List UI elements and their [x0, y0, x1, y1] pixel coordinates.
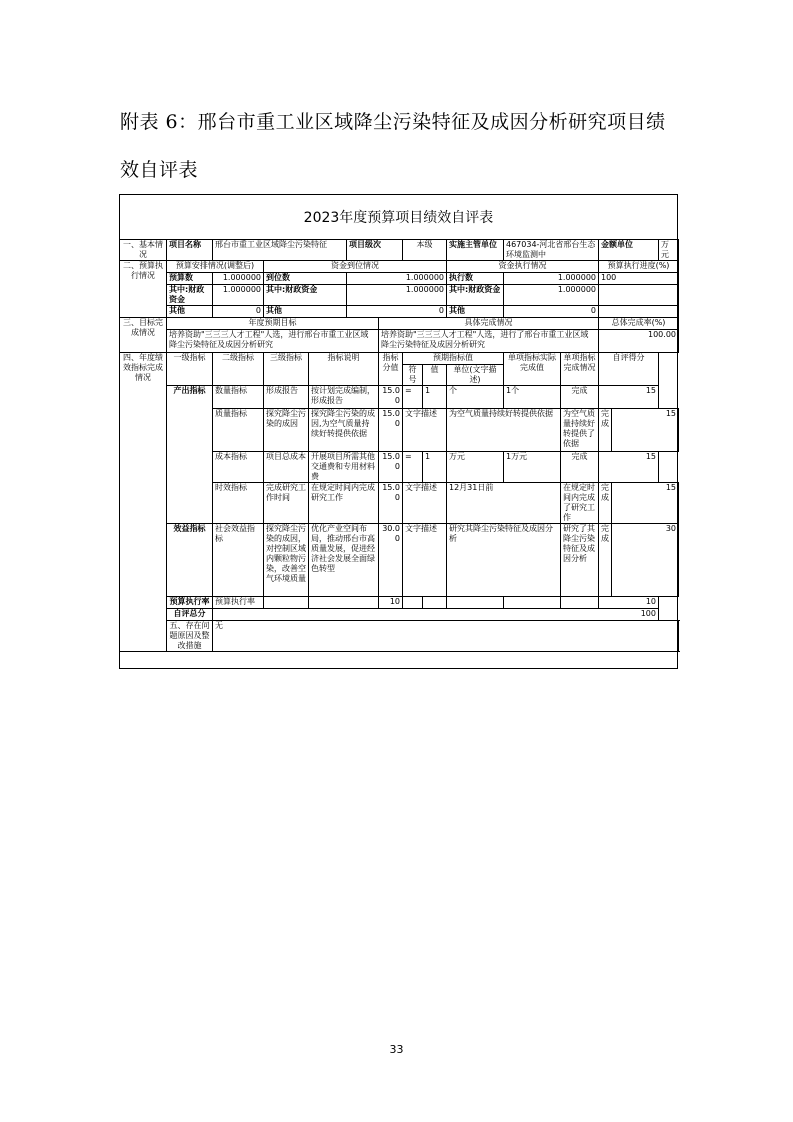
indicator-actual: 1万元: [504, 452, 561, 483]
amount-unit-label: 金额单位: [599, 240, 659, 261]
level3-indicator: 项目总成本: [264, 452, 309, 483]
level2-indicator: 数量指标: [213, 386, 264, 409]
arrival-label: 其他: [264, 306, 347, 318]
indicator-unit: 12月31日前: [447, 483, 561, 524]
empty-cell: [309, 597, 379, 609]
level2-indicator: 成本指标: [213, 452, 264, 483]
actual-completion-header: 具体完成情况: [379, 318, 599, 330]
total-score-value: 100: [213, 609, 659, 621]
indicator-score: 15: [599, 452, 659, 483]
budget-value: 1.000000: [213, 285, 264, 306]
indicator-actual: 1个: [504, 386, 561, 409]
actual-completion-text: 培养资助"三三三人才工程"人选，进行了邢台市重工业区域降尘污染特征及成因分析研究: [379, 330, 599, 353]
empty-cell: [561, 597, 599, 609]
arrival-label: 到位数: [264, 273, 347, 285]
indicator-score: 15: [612, 409, 679, 452]
budget-arrangement-header: 预算安排情况(调整后): [167, 261, 264, 273]
indicator-actual: 为空气质量持续好转提供了依据: [561, 409, 599, 452]
execution-label: 执行数: [447, 273, 504, 285]
budget-rate-weight: 10: [379, 597, 403, 609]
issues-row: [120, 621, 679, 652]
self-evaluation-table-frame: [119, 194, 678, 669]
page-number: 33: [389, 1043, 404, 1056]
level1-benefit-indicator: 效益指标: [167, 524, 213, 597]
indicator-status: 完成: [599, 524, 612, 597]
self-score-header: 自评得分: [599, 353, 659, 386]
symbol-header: 符号: [403, 365, 423, 386]
level1-header: 一级指标: [167, 353, 213, 386]
indicator-unit: 研究其降尘污染特征及成因分析: [447, 524, 561, 597]
goal-header-row: [120, 318, 679, 330]
execution-label: 其他: [447, 306, 504, 318]
arrival-value: 1.000000: [347, 273, 447, 285]
project-level-value: 本级: [403, 240, 447, 261]
execution-value: 1.000000: [504, 285, 599, 306]
budget-rate-level2: 预算执行率: [213, 597, 264, 609]
arrival-value: 0: [347, 306, 447, 318]
budget-row: [120, 285, 679, 306]
indicator-section-label: 四、年度绩效指标完成情况: [120, 353, 167, 652]
annual-goal-header: 年度预期目标: [167, 318, 379, 330]
performance-table: [119, 239, 679, 652]
indicator-status: 完成: [561, 386, 599, 409]
indicator-weight: 15.00: [379, 386, 403, 409]
funds-arrival-header: 资金到位情况: [264, 261, 447, 273]
budget-rate-indicator-row: [120, 597, 679, 609]
budget-row: [120, 273, 679, 285]
level3-indicator: 探究降尘污染的成因，对控制区域内颗粒物污染，改善空气环境质量: [264, 524, 309, 597]
funds-execution-header: 资金执行情况: [447, 261, 599, 273]
budget-label: 其中:财政资金: [167, 285, 213, 306]
empty-cell: [403, 597, 423, 609]
actual-value-header: 单项指标实际完成值: [504, 353, 561, 386]
budget-section-label: 二、预算执行情况: [120, 261, 167, 318]
indicator-header-row: [120, 353, 679, 365]
overall-rate-header: 总体完成率(%): [599, 318, 679, 330]
arrival-value: 1.000000: [347, 285, 447, 306]
basic-info-row: [120, 240, 679, 261]
agency-value: 467034-河北省邢台生态环境监测中: [504, 240, 599, 261]
level1-output-indicator: 产出指标: [167, 386, 213, 524]
total-score-row: [120, 609, 679, 621]
budget-header-row: [120, 261, 679, 273]
annual-goal-text: 培养资助"三三三人才工程"人选，进行邢台市重工业区域降尘污染特征及成因分析研究: [167, 330, 379, 353]
completion-status-header: 单项指标完成情况: [561, 353, 599, 386]
empty-cell: [423, 597, 447, 609]
arrival-label: 其中:财政资金: [264, 285, 347, 306]
execution-label: 其中:财政资金: [447, 285, 504, 306]
execution-value: 1.000000: [504, 273, 599, 285]
overall-rate-value: 100.00: [599, 330, 679, 353]
indicator-value: 1: [423, 386, 447, 409]
goal-section-label: 三、目标完成情况: [120, 318, 167, 353]
indicator-weight: 15.00: [379, 452, 403, 483]
indicator-description: 优化产业空间布局，推动邢台市高质量发展，促进经济社会发展全面绿色转型: [309, 524, 379, 597]
indicator-symbol: 文字描述: [403, 524, 447, 597]
level2-indicator: 质量指标: [213, 409, 264, 452]
level3-indicator: 形成报告: [264, 386, 309, 409]
level3-indicator: 完成研究工作时间: [264, 483, 309, 524]
indicator-actual: 在规定时间内完成了研究工作: [561, 483, 599, 524]
indicator-weight: 30.00: [379, 524, 403, 597]
agency-label: 实施主管单位: [447, 240, 504, 261]
unit-header: 单位(文字描述): [447, 365, 504, 386]
project-name-value: 邢台市重工业区域降尘污染特征: [213, 240, 347, 261]
budget-label: 预算数: [167, 273, 213, 285]
empty-cell: [264, 597, 309, 609]
indicator-description: 按计划完成编制，形成报告: [309, 386, 379, 409]
level2-indicator: 时效指标: [213, 483, 264, 524]
indicator-value: 1: [423, 452, 447, 483]
goal-content-row: [120, 330, 679, 353]
indicator-actual: 研究了其降尘污染特征及成因分析: [561, 524, 599, 597]
indicator-symbol: =: [403, 452, 423, 483]
indicator-status: 完成: [561, 452, 599, 483]
budget-row: [120, 306, 679, 318]
execution-rate-value: [599, 306, 679, 318]
indicator-description: 在规定时间内完成研究工作: [309, 483, 379, 524]
value-header: 值: [423, 365, 447, 386]
budget-value: 0: [213, 306, 264, 318]
level3-header: 三级指标: [264, 353, 309, 386]
indicator-row: [120, 524, 679, 597]
basic-info-section-label: 一、基本情况: [120, 240, 167, 261]
total-score-label: 自评总分: [167, 609, 213, 621]
execution-value: 0: [504, 306, 599, 318]
indicator-symbol: 文字描述: [403, 409, 447, 452]
indicator-score: 30: [612, 524, 679, 597]
execution-rate-value: 100: [599, 273, 679, 285]
project-level-label: 项目级次: [347, 240, 403, 261]
budget-value: 1.000000: [213, 273, 264, 285]
indicator-weight: 15.00: [379, 409, 403, 452]
indicator-status: 完成: [599, 483, 612, 524]
budget-rate-score: 10: [599, 597, 659, 609]
budget-label: 其他: [167, 306, 213, 318]
indicator-symbol: =: [403, 386, 423, 409]
expected-value-header: 预期指标值: [403, 353, 504, 365]
indicator-unit: 个: [447, 386, 504, 409]
issues-section-label: 五、存在问题原因及整改措施: [167, 621, 213, 652]
page-heading: 附表 6：邢台市重工业区域降尘污染特征及成因分析研究项目绩效自评表: [120, 111, 666, 181]
amount-unit-value: 万元: [659, 240, 679, 261]
indicator-unit: 万元: [447, 452, 504, 483]
indicator-status: 完成: [599, 409, 612, 452]
indicator-description-header: 指标说明: [309, 353, 379, 386]
indicator-unit: 为空气质量持续好转提供依据: [447, 409, 561, 452]
empty-cell: [504, 597, 561, 609]
table-title: 2023年度预算项目绩效自评表: [303, 210, 494, 226]
indicator-description: 探究降尘污染的成因,为空气质量持续好转提供依据: [309, 409, 379, 452]
indicator-description: 开展项目所需其他交通费和专用材料费: [309, 452, 379, 483]
level3-indicator: 探究降尘污染的成因: [264, 409, 309, 452]
indicator-score: 15: [612, 483, 679, 524]
execution-rate-value: [599, 285, 679, 306]
indicator-row: [120, 386, 679, 409]
indicator-weight: 15.00: [379, 483, 403, 524]
budget-execution-rate-header: 预算执行进度(%): [599, 261, 679, 273]
level2-header: 二级指标: [213, 353, 264, 386]
indicator-score: 15: [599, 386, 659, 409]
issues-text: 无: [213, 621, 679, 652]
empty-cell: [447, 597, 504, 609]
indicator-symbol: 文字描述: [403, 483, 447, 524]
budget-rate-level1: 预算执行率: [167, 597, 213, 609]
indicator-weight-header: 指标分值: [379, 353, 403, 386]
project-name-label: 项目名称: [167, 240, 213, 261]
level2-indicator: 社会效益指标: [213, 524, 264, 597]
